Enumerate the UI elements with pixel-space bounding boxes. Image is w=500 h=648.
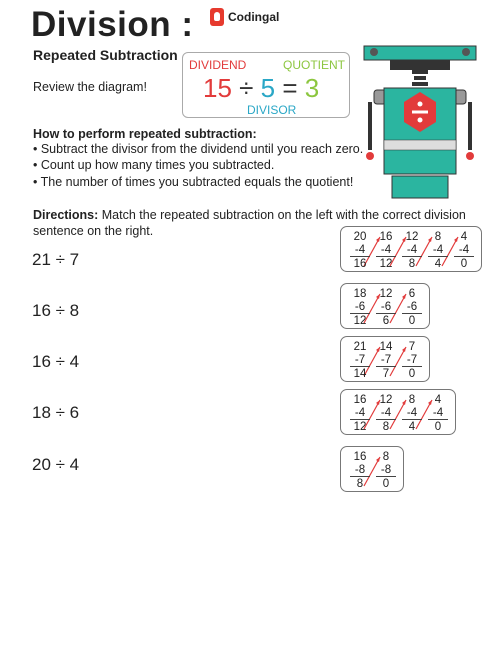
division-problem: 16 ÷ 8 xyxy=(32,301,80,320)
arrow-head-icon xyxy=(428,237,432,242)
subtraction-line xyxy=(428,419,448,420)
card-sub-number: -4 xyxy=(432,244,444,256)
card-bottom-number: 4 xyxy=(434,258,442,270)
arrow-head-icon xyxy=(402,347,406,352)
codingal-logo xyxy=(210,8,279,26)
card-top-number: 21 xyxy=(353,341,367,353)
penguin-logo-icon xyxy=(210,8,224,26)
quotient-label: QUOTIENT xyxy=(283,58,345,72)
division-problem: 16 ÷ 4 xyxy=(32,352,80,371)
subtraction-line xyxy=(376,419,396,420)
card-sub-number: -8 xyxy=(354,464,366,476)
subtraction-line xyxy=(402,256,422,257)
arrow-head-icon xyxy=(428,400,432,405)
card-top-number: 8 xyxy=(382,451,390,463)
carry-arrow xyxy=(416,400,432,429)
quotient-value: 3 xyxy=(304,73,320,103)
subtraction-line xyxy=(402,419,422,420)
division-problem: 18 ÷ 6 xyxy=(32,403,80,422)
card-sub-number: -6 xyxy=(380,301,392,313)
card-top-number: 12 xyxy=(379,288,393,300)
subtraction-card xyxy=(340,283,430,329)
card-sub-number: -4 xyxy=(406,244,418,256)
how-to-step: • The number of times you subtracted equals the quotient! xyxy=(33,175,354,189)
subtraction-arrows xyxy=(341,447,405,493)
card-bottom-number: 0 xyxy=(408,315,416,327)
directions-label: Directions: xyxy=(33,208,99,222)
card-bottom-number: 14 xyxy=(353,368,367,380)
equals-sign: = xyxy=(282,73,298,103)
card-sub-number: -8 xyxy=(380,464,392,476)
how-to-step: • Count up how many times you subtracted. xyxy=(33,158,275,172)
card-bottom-number: 16 xyxy=(353,258,367,270)
card-top-number: 4 xyxy=(460,231,468,243)
subtraction-line xyxy=(350,419,370,420)
how-to-heading: How to perform repeated subtraction: xyxy=(33,127,257,141)
card-top-number: 16 xyxy=(379,231,393,243)
subtraction-line xyxy=(428,256,448,257)
logo-text: Codingal xyxy=(228,10,280,24)
card-bottom-number: 4 xyxy=(408,421,416,433)
subtraction-line xyxy=(350,366,370,367)
how-to-step: • Subtract the divisor from the dividend until you reach zero. xyxy=(33,142,364,156)
card-sub-number: -4 xyxy=(432,407,444,419)
dividend-label: DIVIDEND xyxy=(189,58,247,72)
card-sub-number: -4 xyxy=(354,407,366,419)
division-problem: 21 ÷ 7 xyxy=(32,250,80,269)
review-instruction: Review the diagram! xyxy=(33,80,147,94)
directions-body: Match the repeated subtraction on the left with the correct division sentence on the right. xyxy=(33,208,466,238)
diagram-equation xyxy=(203,73,319,104)
card-bottom-number: 0 xyxy=(408,368,416,380)
division-sign: ÷ xyxy=(239,73,254,103)
card-sub-number: -6 xyxy=(354,301,366,313)
card-sub-number: -4 xyxy=(380,244,392,256)
arrow-head-icon xyxy=(454,237,458,242)
worksheet-subtitle: Repeated Subtraction xyxy=(33,47,178,63)
subtraction-line xyxy=(376,256,396,257)
card-bottom-number: 6 xyxy=(382,315,390,327)
card-sub-number: -4 xyxy=(406,407,418,419)
subtraction-card xyxy=(340,226,482,272)
arrow-head-icon xyxy=(376,457,380,462)
subtraction-line xyxy=(402,366,422,367)
card-top-number: 16 xyxy=(353,394,367,406)
card-top-number: 6 xyxy=(408,288,416,300)
card-bottom-number: 8 xyxy=(408,258,416,270)
subtraction-line xyxy=(350,313,370,314)
card-top-number: 12 xyxy=(379,394,393,406)
card-bottom-number: 8 xyxy=(356,478,364,490)
subtraction-card xyxy=(340,389,456,435)
card-bottom-number: 12 xyxy=(379,258,393,270)
card-sub-number: -7 xyxy=(380,354,392,366)
card-bottom-number: 12 xyxy=(353,315,367,327)
division-sign-robot-icon xyxy=(360,42,480,202)
card-top-number: 16 xyxy=(353,451,367,463)
dividend-value: 15 xyxy=(203,73,232,103)
card-bottom-number: 0 xyxy=(460,258,468,270)
subtraction-line xyxy=(350,256,370,257)
card-sub-number: -7 xyxy=(354,354,366,366)
card-sub-number: -4 xyxy=(458,244,470,256)
card-top-number: 14 xyxy=(379,341,393,353)
card-sub-number: -7 xyxy=(406,354,418,366)
division-problem: 20 ÷ 4 xyxy=(32,455,80,474)
arrow-head-icon xyxy=(402,400,406,405)
divisor-label: DIVISOR xyxy=(247,103,297,117)
subtraction-line xyxy=(376,313,396,314)
card-top-number: 18 xyxy=(353,288,367,300)
card-sub-number: -4 xyxy=(354,244,366,256)
subtraction-line xyxy=(454,256,474,257)
card-sub-number: -4 xyxy=(380,407,392,419)
card-top-number: 4 xyxy=(434,394,442,406)
card-top-number: 20 xyxy=(353,231,367,243)
division-diagram xyxy=(182,52,350,118)
subtraction-line xyxy=(376,476,396,477)
worksheet-title: Division : xyxy=(31,5,194,44)
card-bottom-number: 7 xyxy=(382,368,390,380)
subtraction-line xyxy=(376,366,396,367)
card-sub-number: -6 xyxy=(406,301,418,313)
subtraction-line xyxy=(350,476,370,477)
arrow-head-icon xyxy=(402,294,406,299)
subtraction-card xyxy=(340,336,430,382)
card-bottom-number: 12 xyxy=(353,421,367,433)
card-bottom-number: 0 xyxy=(382,478,390,490)
subtraction-card xyxy=(340,446,404,492)
card-bottom-number: 0 xyxy=(434,421,442,433)
card-top-number: 8 xyxy=(434,231,442,243)
divisor-value: 5 xyxy=(260,73,276,103)
card-bottom-number: 8 xyxy=(382,421,390,433)
subtraction-line xyxy=(402,313,422,314)
card-top-number: 7 xyxy=(408,341,416,353)
card-top-number: 8 xyxy=(408,394,416,406)
carry-arrow xyxy=(442,237,458,266)
card-top-number: 12 xyxy=(405,231,419,243)
